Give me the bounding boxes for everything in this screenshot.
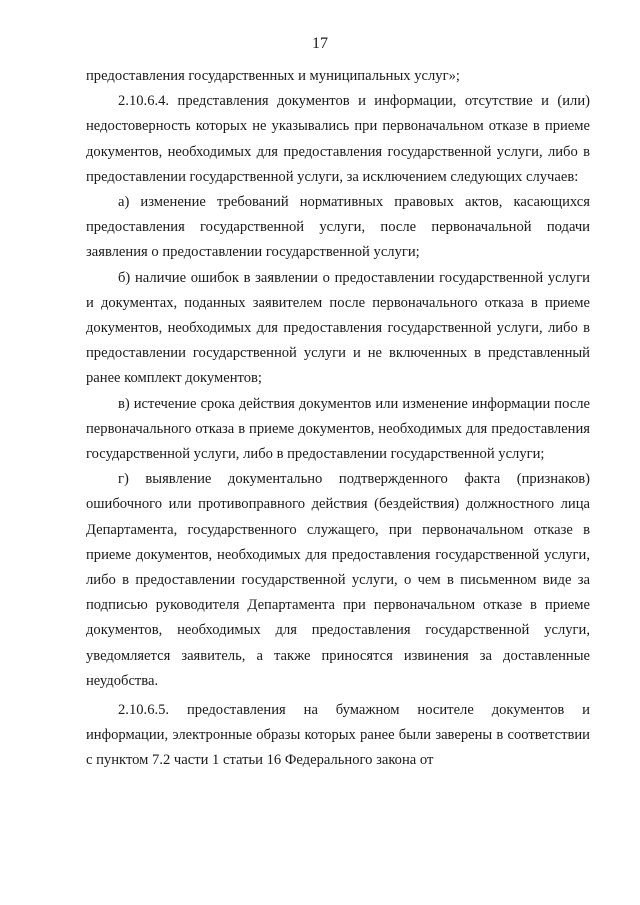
paragraph-item-g: г) выявление документально подтвержденного факта (признаков) ошибочного или противоправного действия (бездействия) должностного лица Департамента, государственного служащего, при первоначальном отказе в приеме документов, необходимых для предоставления государственной услуги, либо в предоставлении государственной услуги, о чем в письменном виде за подписью руководителя Департамента при первоначальном отказе в приеме документов, необходимых для предоставления государственной услуги, уведомляется заявитель, а также приносятся извинения за доставленные неудобства. bbox=[86, 471, 590, 689]
paragraph-item-v: в) истечение срока действия документов или изменение информации после первоначального отказа в приеме документов, необходимых для предоставления государственной услуги, либо в предоставлении государственной услуги; bbox=[86, 395, 590, 463]
paragraph-item-a: а) изменение требований нормативных правовых актов, касающихся предоставления государственной услуги, после первоначальной подачи заявления о предоставлении государственной услуги; bbox=[86, 194, 590, 261]
page-number: 17 bbox=[312, 35, 328, 52]
document-body bbox=[86, 64, 590, 774]
paragraph-2-10-6-4: 2.10.6.4. представления документов и информации, отсутствие и (или) недостоверность которых не указывались при первоначальном отказе в приеме документов, необходимых для предоставления государственной услуги, либо в предоставлении государственной услуги, за исключением следующих случаев: bbox=[86, 93, 590, 185]
paragraph-continuation: предоставления государственных и муниципальных услуг»; bbox=[86, 68, 460, 84]
paragraph-2-10-6-5: 2.10.6.5. предоставления на бумажном носителе документов и информации, электронные образы которых ранее были заверены в соответствии с пунктом 7.2 части 1 статьи 16 Федерального закона от bbox=[86, 702, 590, 769]
paragraph-item-b: б) наличие ошибок в заявлении о предоставлении государственной услуги и документах, поданных заявителем после первоначального отказа в приеме документов, необходимых для предоставления государственной услуги, либо в предоставлении государственной услуги и не включенных в представленный ранее комплект документов; bbox=[86, 269, 590, 387]
